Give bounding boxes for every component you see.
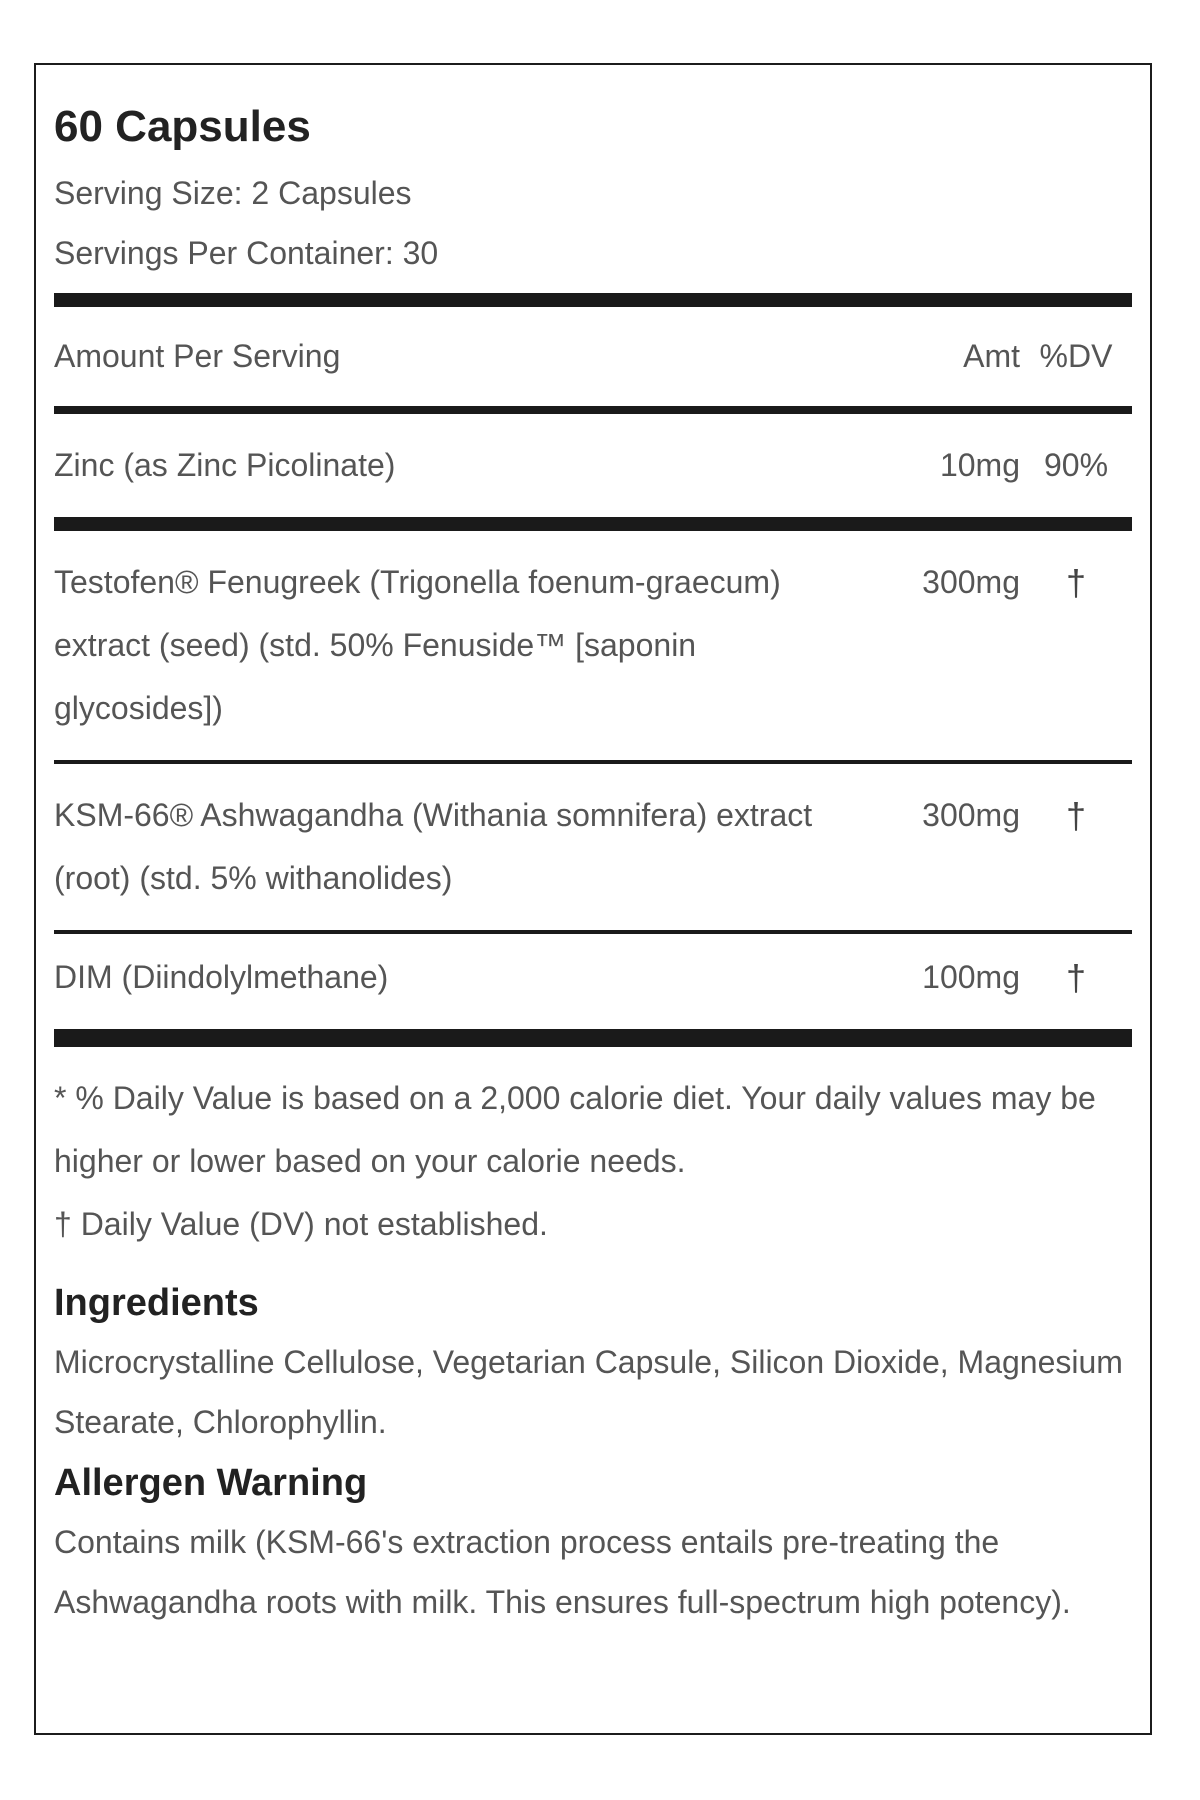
nutrient-amount: 300mg [922, 564, 1020, 600]
ingredients-heading: Ingredients [54, 1282, 259, 1324]
table-row [54, 784, 1132, 910]
divider-medium [54, 406, 1132, 414]
product-count-title: 60 Capsules [54, 102, 311, 151]
nutrient-dv: † [1065, 562, 1087, 603]
nutrient-name: Zinc (as Zinc Picolinate) [54, 447, 396, 483]
nutrient-amount: 300mg [922, 797, 1020, 833]
nutrient-dv: † [1065, 795, 1087, 836]
amount-per-serving-label: Amount Per Serving [54, 338, 341, 374]
table-row [54, 434, 1132, 497]
nutrient-amount: 10mg [939, 447, 1020, 483]
nutrient-name: KSM-66® Ashwagandha (Withania somnifera) extract (root) (std. 5% withanolides) [54, 797, 813, 896]
divider-thick [54, 1029, 1132, 1047]
amt-column-header: Amt [963, 338, 1020, 374]
daily-value-footnote: * % Daily Value is based on a 2,000 calorie diet. Your daily values may be higher or lower based on your calorie needs. [54, 1080, 1096, 1179]
nutrient-dv: † [1065, 957, 1087, 998]
table-row [54, 946, 1132, 1009]
table-row [54, 551, 1132, 740]
divider-thin [54, 930, 1132, 934]
nutrient-name: DIM (Diindolylmethane) [54, 959, 389, 995]
table-header-row [54, 325, 1132, 388]
divider-thick [54, 293, 1132, 307]
dv-not-established-footnote: † Daily Value (DV) not established. [54, 1206, 548, 1242]
servings-per-container: Servings Per Container: 30 [54, 235, 439, 271]
nutrient-amount: 100mg [922, 959, 1020, 995]
ingredients-text: Microcrystalline Cellulose, Vegetarian Capsule, Silicon Dioxide, Magnesium Stearate, Chlorophyllin. [54, 1344, 1123, 1440]
dv-column-header: %DV [1039, 338, 1113, 374]
panel-content [54, 65, 1132, 1632]
allergen-heading: Allergen Warning [54, 1462, 368, 1504]
nutrient-name: Testofen® Fenugreek (Trigonella foenum-graecum) extract (seed) (std. 50% Fenuside™ [saponin glycosides]) [54, 564, 781, 726]
divider-thick [54, 517, 1132, 531]
serving-size: Serving Size: 2 Capsules [54, 175, 412, 211]
supplement-facts-panel [34, 63, 1152, 1735]
allergen-text: Contains milk (KSM-66's extraction process entails pre-treating the Ashwagandha roots with milk. This ensures full-spectrum high potency). [54, 1524, 1071, 1620]
divider-thin [54, 760, 1132, 764]
nutrient-dv: 90% [1043, 447, 1109, 483]
